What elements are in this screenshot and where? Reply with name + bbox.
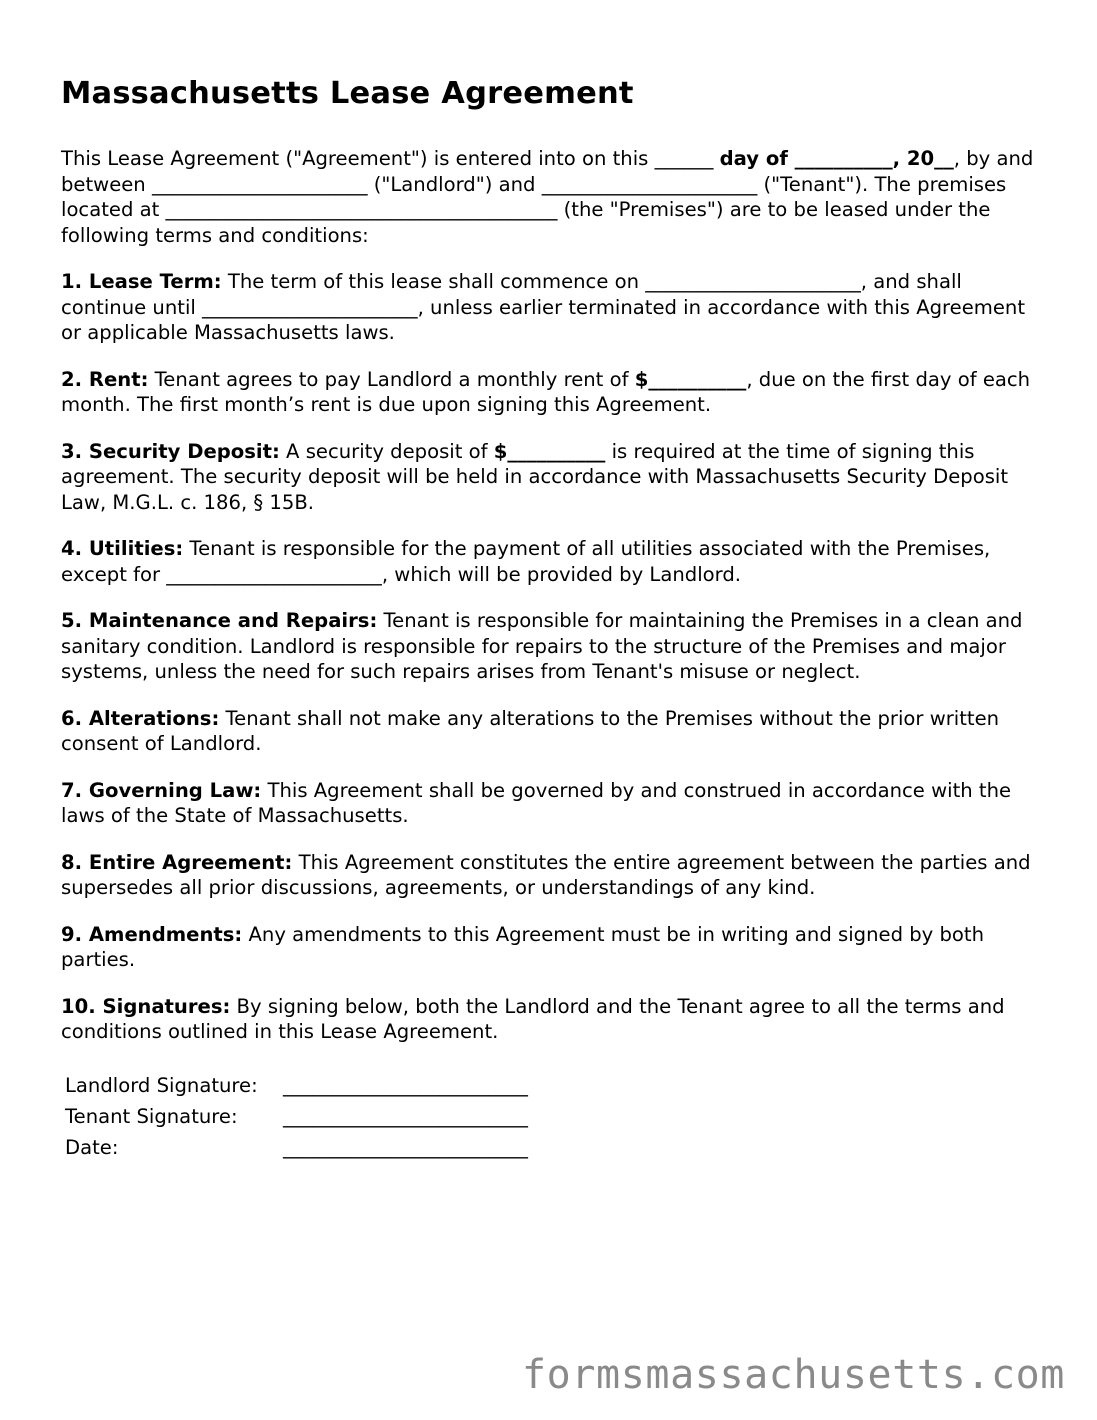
section-text: , due on the first day of each month. The first month’s rent is due upon signing this Agreement. xyxy=(61,367,1031,416)
section-text: A security deposit of xyxy=(279,439,494,463)
section-text: This Agreement shall be governed by and construed in accordance with the laws of the State of Massachusetts. xyxy=(61,778,1012,827)
section-heading: 6. Alterations: xyxy=(61,706,220,730)
date-line[interactable]: _________________________ xyxy=(283,1135,528,1159)
section-text: Tenant agrees to pay Landlord a monthly rent of xyxy=(148,367,635,391)
section-governing-law xyxy=(61,778,1051,829)
tenant-signature-line[interactable]: _________________________ xyxy=(283,1104,528,1128)
intro-text-1: This Lease Agreement ("Agreement") is entered into on this ______ xyxy=(61,147,720,170)
section-heading: 10. Signatures: xyxy=(61,994,231,1018)
section-text: is required at the time of signing this agreement. The security deposit will be held in accordance with Massachusetts Security Deposit Law, M.G.L. c. 186, § 15B. xyxy=(61,439,1009,514)
landlord-signature-label: Landlord Signature: xyxy=(65,1073,258,1097)
section-lease-term xyxy=(61,269,1051,346)
section-signatures xyxy=(61,994,1051,1045)
document-title: Massachusetts Lease Agreement xyxy=(61,76,634,111)
intro-date-blank: day of __________, 20__ xyxy=(719,147,954,170)
section-alterations xyxy=(61,706,1051,757)
intro-text-2: , by and between ______________________ ("Landlord") and ______________________ ("Tenant"). The premises located at ________________________________________ (the "Premises") are to be leased under the following terms and conditions: xyxy=(61,147,1034,247)
tenant-signature-label: Tenant Signature: xyxy=(65,1104,238,1128)
section-text: Tenant is responsible for the payment of all utilities associated with the Premises, except for ______________________, which will be provided by Landlord. xyxy=(61,537,991,586)
section-text: Any amendments to this Agreement must be in writing and signed by both parties. xyxy=(61,922,985,971)
section-heading: 1. Lease Term: xyxy=(61,270,222,293)
date-label: Date: xyxy=(65,1135,119,1159)
section-heading: 4. Utilities: xyxy=(61,537,184,560)
section-heading: 9. Amendments: xyxy=(61,922,243,946)
footer-watermark: formsmassachusetts.com xyxy=(521,1352,1065,1398)
tenant-signature-row xyxy=(65,1101,1051,1132)
intro-paragraph xyxy=(61,146,1051,248)
section-heading: 7. Governing Law: xyxy=(61,778,262,802)
document-page xyxy=(61,72,1051,1163)
landlord-signature-row xyxy=(65,1070,1051,1101)
section-text: Tenant shall not make any alterations to the Premises without the prior written consent of Landlord. xyxy=(61,706,1000,755)
section-heading: 8. Entire Agreement: xyxy=(61,850,293,874)
section-text: The term of this lease shall commence on ______________________, and shall continue until ______________________, unless earlier terminated in accordance with this Agreement or applicable Massachusetts laws. xyxy=(61,270,1026,344)
section-maintenance xyxy=(61,608,1051,685)
section-amendments xyxy=(61,922,1051,973)
section-utilities xyxy=(61,536,1051,587)
section-heading: 3. Security Deposit: xyxy=(61,439,280,463)
section-security-deposit xyxy=(61,439,1051,516)
date-row xyxy=(65,1132,1051,1163)
section-entire-agreement xyxy=(61,850,1051,901)
section-rent xyxy=(61,367,1051,418)
signature-block xyxy=(65,1070,1051,1163)
section-text: By signing below, both the Landlord and the Tenant agree to all the terms and conditions outlined in this Lease Agreement. xyxy=(61,994,1005,1043)
rent-amount-blank: $__________ xyxy=(634,367,747,391)
landlord-signature-line[interactable]: _________________________ xyxy=(283,1073,528,1097)
section-text: This Agreement constitutes the entire agreement between the parties and supersedes all prior discussions, agreements, or understandings of any kind. xyxy=(61,850,1031,899)
section-text: Tenant is responsible for maintaining the Premises in a clean and sanitary condition. Landlord is responsible for repairs to the structure of the Premises and major systems, unless the need for such repairs arises from Tenant's misuse or neglect. xyxy=(61,609,1023,683)
section-heading: 5. Maintenance and Repairs: xyxy=(61,609,378,632)
section-heading: 2. Rent: xyxy=(61,367,149,391)
deposit-amount-blank: $__________ xyxy=(493,439,606,463)
